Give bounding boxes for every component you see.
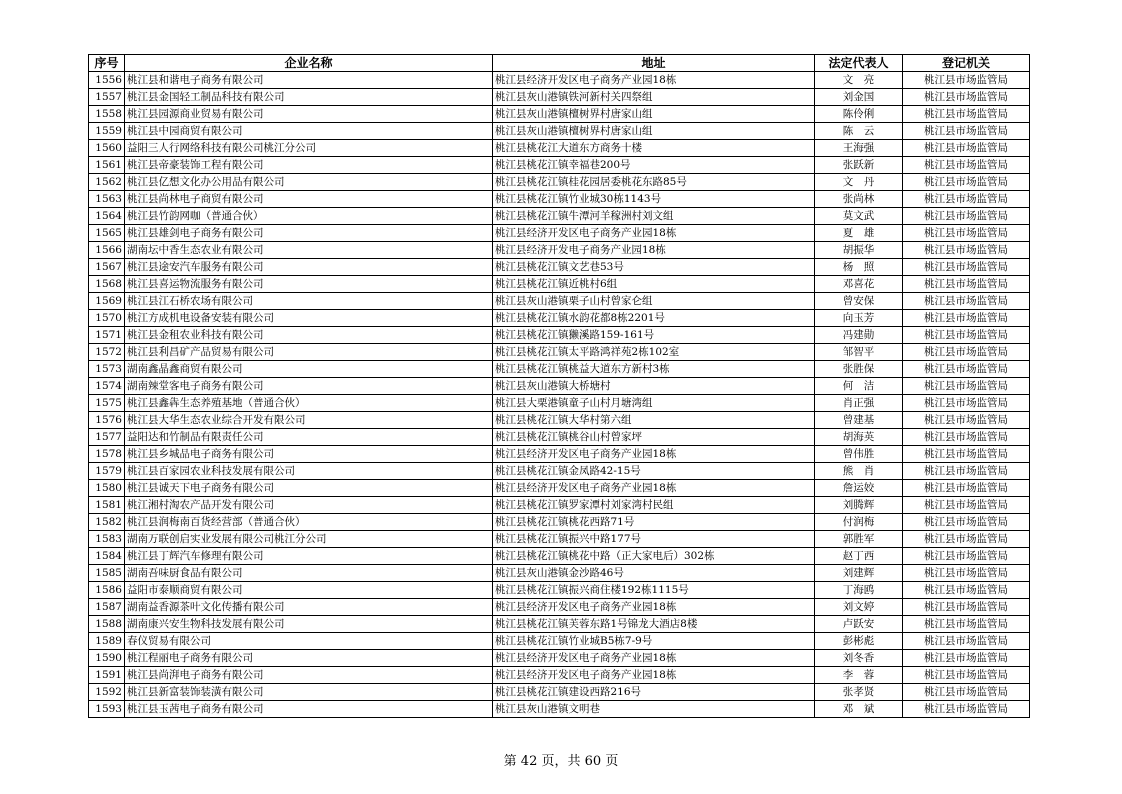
table-row <box>89 497 1030 514</box>
cell-seq: 1573 <box>89 361 125 378</box>
cell-address: 桃江县经济开发区电子商务产业园18栋 <box>493 225 815 242</box>
cell-address: 桃江县灰山港镇铁河新村关四祭组 <box>493 89 815 106</box>
header-company-name: 企业名称 <box>125 55 493 72</box>
cell-company-name: 桃江县雄剑电子商务有限公司 <box>125 225 493 242</box>
cell-registration-authority: 桃江县市场监管局 <box>903 667 1030 684</box>
cell-registration-authority: 桃江县市场监管局 <box>903 684 1030 701</box>
cell-seq: 1563 <box>89 191 125 208</box>
table-row <box>89 480 1030 497</box>
cell-address: 桃江县桃花江镇振兴中路177号 <box>493 531 815 548</box>
footer-prefix: 第 <box>503 754 517 769</box>
cell-address: 桃江县经济开发区电子商务产业园18栋 <box>493 667 815 684</box>
cell-registration-authority: 桃江县市场监管局 <box>903 599 1030 616</box>
cell-registration-authority: 桃江县市场监管局 <box>903 514 1030 531</box>
cell-company-name: 湖南坛中香生态农业有限公司 <box>125 242 493 259</box>
cell-seq: 1576 <box>89 412 125 429</box>
cell-seq: 1587 <box>89 599 125 616</box>
cell-legal-rep: 詹运姣 <box>815 480 903 497</box>
cell-registration-authority: 桃江县市场监管局 <box>903 276 1030 293</box>
cell-registration-authority: 桃江县市场监管局 <box>903 429 1030 446</box>
cell-legal-rep: 丁海鸥 <box>815 582 903 599</box>
cell-address: 桃江县灰山港镇大桥塘村 <box>493 378 815 395</box>
cell-company-name: 湖南益香源茶叶文化传播有限公司 <box>125 599 493 616</box>
cell-company-name: 桃江县乡城品电子商务有限公司 <box>125 446 493 463</box>
table-row <box>89 106 1030 123</box>
table-body <box>89 72 1030 718</box>
cell-registration-authority: 桃江县市场监管局 <box>903 310 1030 327</box>
cell-seq: 1570 <box>89 310 125 327</box>
cell-address: 桃江县桃花江镇桃谷山村曾家坪 <box>493 429 815 446</box>
cell-address: 桃江县桃花江镇太平路鸿祥苑2栋102室 <box>493 344 815 361</box>
cell-seq: 1559 <box>89 123 125 140</box>
cell-address: 桃江县桃花江镇竹业城30栋1143号 <box>493 191 815 208</box>
cell-legal-rep: 付润梅 <box>815 514 903 531</box>
cell-address: 桃江县桃花江镇金凤路42-15号 <box>493 463 815 480</box>
cell-registration-authority: 桃江县市场监管局 <box>903 701 1030 718</box>
cell-seq: 1579 <box>89 463 125 480</box>
cell-registration-authority: 桃江县市场监管局 <box>903 72 1030 89</box>
cell-company-name: 桃江县利昌矿产品贸易有限公司 <box>125 344 493 361</box>
table-row <box>89 123 1030 140</box>
cell-legal-rep: 杨 照 <box>815 259 903 276</box>
cell-company-name: 湖南鑫晶鑫商贸有限公司 <box>125 361 493 378</box>
cell-registration-authority: 桃江县市场监管局 <box>903 650 1030 667</box>
cell-company-name: 桃江县园源商业贸易有限公司 <box>125 106 493 123</box>
cell-legal-rep: 李 蓉 <box>815 667 903 684</box>
cell-legal-rep: 胡振华 <box>815 242 903 259</box>
cell-registration-authority: 桃江县市场监管局 <box>903 463 1030 480</box>
cell-legal-rep: 向玉芳 <box>815 310 903 327</box>
cell-seq: 1569 <box>89 293 125 310</box>
cell-legal-rep: 熊 肖 <box>815 463 903 480</box>
cell-registration-authority: 桃江县市场监管局 <box>903 208 1030 225</box>
cell-registration-authority: 桃江县市场监管局 <box>903 242 1030 259</box>
table-row <box>89 565 1030 582</box>
cell-legal-rep: 肖正强 <box>815 395 903 412</box>
cell-legal-rep: 胡海英 <box>815 429 903 446</box>
cell-seq: 1557 <box>89 89 125 106</box>
cell-registration-authority: 桃江县市场监管局 <box>903 293 1030 310</box>
cell-address: 桃江县桃花江镇近桃村6组 <box>493 276 815 293</box>
cell-seq: 1583 <box>89 531 125 548</box>
cell-registration-authority: 桃江县市场监管局 <box>903 344 1030 361</box>
cell-legal-rep: 张跃新 <box>815 157 903 174</box>
header-legal-rep: 法定代表人 <box>815 55 903 72</box>
table-row <box>89 616 1030 633</box>
cell-registration-authority: 桃江县市场监管局 <box>903 582 1030 599</box>
cell-registration-authority: 桃江县市场监管局 <box>903 531 1030 548</box>
cell-legal-rep: 夏 雄 <box>815 225 903 242</box>
cell-address: 桃江县桃花江镇獭溪路159-161号 <box>493 327 815 344</box>
cell-registration-authority: 桃江县市场监管局 <box>903 361 1030 378</box>
cell-legal-rep: 张胜保 <box>815 361 903 378</box>
table-row <box>89 72 1030 89</box>
cell-company-name: 益阳达和竹制品有限责任公司 <box>125 429 493 446</box>
cell-company-name: 桃江县鑫犇生态养殖基地（普通合伙） <box>125 395 493 412</box>
cell-legal-rep: 文 亮 <box>815 72 903 89</box>
table-row <box>89 412 1030 429</box>
cell-company-name: 桃江方成机电设备安装有限公司 <box>125 310 493 327</box>
cell-legal-rep: 卢跃安 <box>815 616 903 633</box>
table-row <box>89 225 1030 242</box>
table-row <box>89 582 1030 599</box>
cell-seq: 1592 <box>89 684 125 701</box>
cell-address: 桃江县桃花江镇牛潭河羊稼洲村刘文组 <box>493 208 815 225</box>
cell-company-name: 桃江县江石桥农场有限公司 <box>125 293 493 310</box>
cell-legal-rep: 刘金国 <box>815 89 903 106</box>
table-row <box>89 327 1030 344</box>
cell-company-name: 桃江县丁辉汽车修理有限公司 <box>125 548 493 565</box>
cell-registration-authority: 桃江县市场监管局 <box>903 123 1030 140</box>
cell-seq: 1582 <box>89 514 125 531</box>
cell-company-name: 春仪贸易有限公司 <box>125 633 493 650</box>
cell-company-name: 桃江县诚天下电子商务有限公司 <box>125 480 493 497</box>
table-row <box>89 140 1030 157</box>
cell-company-name: 桃江县和谐电子商务有限公司 <box>125 72 493 89</box>
cell-seq: 1591 <box>89 667 125 684</box>
cell-address: 桃江县桃花江镇文艺巷53号 <box>493 259 815 276</box>
cell-company-name: 桃江县竹韵网咖（普通合伙） <box>125 208 493 225</box>
page-footer <box>0 750 1122 769</box>
table-row <box>89 242 1030 259</box>
cell-seq: 1593 <box>89 701 125 718</box>
cell-address: 桃江县桃花江镇振兴商住楼192栋1115号 <box>493 582 815 599</box>
cell-legal-rep: 何 洁 <box>815 378 903 395</box>
cell-registration-authority: 桃江县市场监管局 <box>903 412 1030 429</box>
cell-registration-authority: 桃江县市场监管局 <box>903 395 1030 412</box>
cell-legal-rep: 曾建基 <box>815 412 903 429</box>
cell-registration-authority: 桃江县市场监管局 <box>903 191 1030 208</box>
cell-legal-rep: 刘冬香 <box>815 650 903 667</box>
cell-registration-authority: 桃江县市场监管局 <box>903 480 1030 497</box>
cell-address: 桃江县桃花江镇建设西路216号 <box>493 684 815 701</box>
cell-registration-authority: 桃江县市场监管局 <box>903 327 1030 344</box>
cell-company-name: 益阳市泰顺商贸有限公司 <box>125 582 493 599</box>
table-row <box>89 667 1030 684</box>
table-row <box>89 599 1030 616</box>
cell-legal-rep: 彭彬彪 <box>815 633 903 650</box>
cell-company-name: 桃江程丽电子商务有限公司 <box>125 650 493 667</box>
cell-legal-rep: 陈 云 <box>815 123 903 140</box>
cell-address: 桃江县灰山港镇金沙路46号 <box>493 565 815 582</box>
cell-company-name: 桃江县中园商贸有限公司 <box>125 123 493 140</box>
cell-company-name: 益阳三人行网络科技有限公司桃江分公司 <box>125 140 493 157</box>
footer-suffix: 页 <box>605 754 619 769</box>
cell-legal-rep: 赵丁西 <box>815 548 903 565</box>
cell-seq: 1566 <box>89 242 125 259</box>
cell-registration-authority: 桃江县市场监管局 <box>903 174 1030 191</box>
table-row <box>89 378 1030 395</box>
cell-seq: 1564 <box>89 208 125 225</box>
table-row <box>89 157 1030 174</box>
cell-seq: 1577 <box>89 429 125 446</box>
cell-legal-rep: 张孝贤 <box>815 684 903 701</box>
table-row <box>89 684 1030 701</box>
cell-company-name: 湖南吾味厨食品有限公司 <box>125 565 493 582</box>
table-row <box>89 259 1030 276</box>
table-row <box>89 446 1030 463</box>
cell-registration-authority: 桃江县市场监管局 <box>903 225 1030 242</box>
cell-address: 桃江县经济开发区电子商务产业园18栋 <box>493 446 815 463</box>
header-registration-authority: 登记机关 <box>903 55 1030 72</box>
cell-registration-authority: 桃江县市场监管局 <box>903 616 1030 633</box>
cell-company-name: 桃江县玉茜电子商务有限公司 <box>125 701 493 718</box>
cell-address: 桃江县经济开发区电子商务产业园18栋 <box>493 480 815 497</box>
cell-company-name: 桃江县喜运物流服务有限公司 <box>125 276 493 293</box>
cell-seq: 1556 <box>89 72 125 89</box>
cell-legal-rep: 邓喜花 <box>815 276 903 293</box>
cell-address: 桃江县经济开发区电子商务产业园18栋 <box>493 650 815 667</box>
cell-address: 桃江县桃花江镇大华村第六组 <box>493 412 815 429</box>
cell-seq: 1581 <box>89 497 125 514</box>
cell-registration-authority: 桃江县市场监管局 <box>903 140 1030 157</box>
cell-company-name: 桃江县金租农业科技有限公司 <box>125 327 493 344</box>
cell-address: 桃江县灰山港镇栗子山村曾家仑组 <box>493 293 815 310</box>
table-row <box>89 463 1030 480</box>
table-row <box>89 191 1030 208</box>
cell-seq: 1575 <box>89 395 125 412</box>
header-seq: 序号 <box>89 55 125 72</box>
footer-page-number: 42 <box>520 754 538 769</box>
cell-registration-authority: 桃江县市场监管局 <box>903 106 1030 123</box>
footer-middle: 页，共 <box>541 754 581 769</box>
cell-company-name: 桃江县金国轻工制品科技有限公司 <box>125 89 493 106</box>
cell-address: 桃江县桃花江大道东方商务十楼 <box>493 140 815 157</box>
table-row <box>89 293 1030 310</box>
cell-seq: 1558 <box>89 106 125 123</box>
table-row <box>89 650 1030 667</box>
cell-seq: 1589 <box>89 633 125 650</box>
table-row <box>89 361 1030 378</box>
cell-address: 桃江县灰山港镇檀树界村唐家山组 <box>493 123 815 140</box>
cell-seq: 1572 <box>89 344 125 361</box>
cell-registration-authority: 桃江县市场监管局 <box>903 446 1030 463</box>
cell-legal-rep: 莫文武 <box>815 208 903 225</box>
table-row <box>89 701 1030 718</box>
cell-legal-rep: 邓 斌 <box>815 701 903 718</box>
cell-address: 桃江县桃花江镇幸福巷200号 <box>493 157 815 174</box>
footer-total-pages: 60 <box>584 754 602 769</box>
cell-address: 桃江县桃花江镇水韵花都8栋2201号 <box>493 310 815 327</box>
cell-seq: 1584 <box>89 548 125 565</box>
cell-seq: 1574 <box>89 378 125 395</box>
cell-registration-authority: 桃江县市场监管局 <box>903 633 1030 650</box>
cell-registration-authority: 桃江县市场监管局 <box>903 89 1030 106</box>
cell-company-name: 桃江县百家园农业科技发展有限公司 <box>125 463 493 480</box>
cell-legal-rep: 张尚林 <box>815 191 903 208</box>
cell-company-name: 桃江县尚湃电子商务有限公司 <box>125 667 493 684</box>
table-row <box>89 633 1030 650</box>
cell-company-name: 桃江县新富装饰装潢有限公司 <box>125 684 493 701</box>
cell-legal-rep: 刘腾辉 <box>815 497 903 514</box>
cell-address: 桃江县桃花江镇罗家潭村刘家湾村民组 <box>493 497 815 514</box>
cell-legal-rep: 冯建勋 <box>815 327 903 344</box>
table-row <box>89 344 1030 361</box>
header-address: 地址 <box>493 55 815 72</box>
cell-legal-rep: 邹智平 <box>815 344 903 361</box>
cell-address: 桃江县桃花江镇桃益大道东方新村3栋 <box>493 361 815 378</box>
table-row <box>89 89 1030 106</box>
cell-seq: 1580 <box>89 480 125 497</box>
cell-company-name: 桃江县亿想文化办公用品有限公司 <box>125 174 493 191</box>
cell-registration-authority: 桃江县市场监管局 <box>903 259 1030 276</box>
cell-legal-rep: 曾伟胜 <box>815 446 903 463</box>
cell-registration-authority: 桃江县市场监管局 <box>903 565 1030 582</box>
cell-registration-authority: 桃江县市场监管局 <box>903 157 1030 174</box>
cell-legal-rep: 陈伶俐 <box>815 106 903 123</box>
table-row <box>89 395 1030 412</box>
cell-address: 桃江县灰山港镇文明巷 <box>493 701 815 718</box>
cell-company-name: 桃江县大华生态农业综合开发有限公司 <box>125 412 493 429</box>
cell-address: 桃江县经济开发区电子商务产业园18栋 <box>493 72 815 89</box>
cell-registration-authority: 桃江县市场监管局 <box>903 548 1030 565</box>
table-row <box>89 310 1030 327</box>
cell-legal-rep: 曾安保 <box>815 293 903 310</box>
cell-seq: 1562 <box>89 174 125 191</box>
cell-seq: 1586 <box>89 582 125 599</box>
enterprise-table <box>88 54 1030 718</box>
cell-seq: 1578 <box>89 446 125 463</box>
cell-address: 桃江县桃花江镇芙蓉东路1号锦龙大酒店8楼 <box>493 616 815 633</box>
table-row <box>89 208 1030 225</box>
table-header-row <box>89 55 1030 72</box>
cell-company-name: 湖南辣堂客电子商务有限公司 <box>125 378 493 395</box>
cell-seq: 1565 <box>89 225 125 242</box>
cell-address: 桃江县桃花江镇桃花西路71号 <box>493 514 815 531</box>
cell-company-name: 湖南康兴安生物科技发展有限公司 <box>125 616 493 633</box>
cell-seq: 1585 <box>89 565 125 582</box>
cell-address: 桃江县经济开发电子商务产业园18栋 <box>493 242 815 259</box>
table-row <box>89 429 1030 446</box>
cell-seq: 1588 <box>89 616 125 633</box>
cell-address: 桃江县大栗港镇童子山村月塘湾组 <box>493 395 815 412</box>
table-row <box>89 548 1030 565</box>
cell-legal-rep: 刘建辉 <box>815 565 903 582</box>
cell-seq: 1561 <box>89 157 125 174</box>
cell-address: 桃江县桃花江镇桂花园居委桃花东路85号 <box>493 174 815 191</box>
cell-legal-rep: 王海强 <box>815 140 903 157</box>
cell-seq: 1568 <box>89 276 125 293</box>
cell-legal-rep: 文 丹 <box>815 174 903 191</box>
cell-address: 桃江县灰山港镇檀树界村唐家山组 <box>493 106 815 123</box>
cell-registration-authority: 桃江县市场监管局 <box>903 378 1030 395</box>
cell-address: 桃江县桃花江镇竹业城B5栋7-9号 <box>493 633 815 650</box>
cell-seq: 1590 <box>89 650 125 667</box>
table-row <box>89 531 1030 548</box>
cell-company-name: 桃江县尚林电子商贸有限公司 <box>125 191 493 208</box>
cell-registration-authority: 桃江县市场监管局 <box>903 497 1030 514</box>
cell-legal-rep: 郭胜军 <box>815 531 903 548</box>
cell-address: 桃江县桃花江镇桃花中路（正大家电后）302栋 <box>493 548 815 565</box>
cell-company-name: 桃江县途安汽车服务有限公司 <box>125 259 493 276</box>
cell-company-name: 桃江湘村淘农产品开发有限公司 <box>125 497 493 514</box>
cell-company-name: 湖南万联创启实业发展有限公司桃江分公司 <box>125 531 493 548</box>
cell-company-name: 桃江县润梅南百货经营部（普通合伙） <box>125 514 493 531</box>
cell-legal-rep: 刘文婷 <box>815 599 903 616</box>
cell-seq: 1567 <box>89 259 125 276</box>
table-row <box>89 514 1030 531</box>
cell-address: 桃江县经济开发区电子商务产业园18栋 <box>493 599 815 616</box>
cell-company-name: 桃江县帝豪装饰工程有限公司 <box>125 157 493 174</box>
cell-seq: 1571 <box>89 327 125 344</box>
cell-seq: 1560 <box>89 140 125 157</box>
table-row <box>89 174 1030 191</box>
table-row <box>89 276 1030 293</box>
